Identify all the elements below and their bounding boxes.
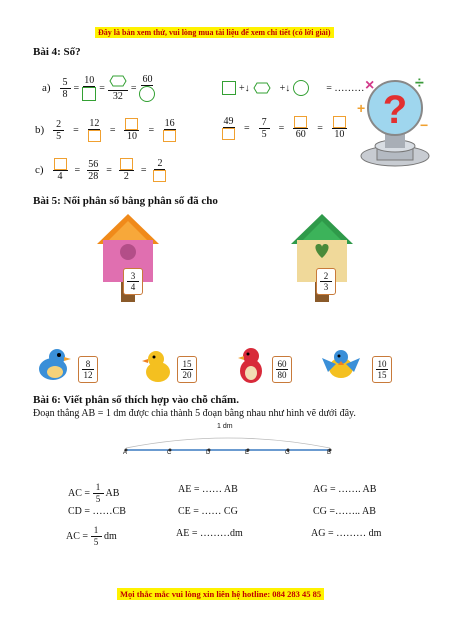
segment-ab-diagram xyxy=(118,428,338,462)
fill-ag-dm: AG = ……… dm xyxy=(311,528,382,539)
bird-fraction-card[interactable]: 8 12 xyxy=(78,356,98,383)
bai4-b-row: b) $\frac{2}{5}$ = 12 = 10 = 16 xyxy=(35,118,175,142)
svg-text:−: − xyxy=(420,117,429,133)
point-label: E xyxy=(245,450,250,456)
red-bird-icon xyxy=(235,345,267,387)
point-label: B xyxy=(327,450,332,456)
svg-text:?: ? xyxy=(382,88,408,132)
fraction: 10 xyxy=(332,116,347,140)
bai4-c-label: c) xyxy=(35,164,44,176)
answer-box[interactable] xyxy=(222,128,235,140)
bai4-b-right: 49 = $\frac{7}{5}$ = 60 = 10 xyxy=(222,116,347,140)
bai4-a-label: a) xyxy=(42,82,51,94)
bai4-b-label: b) xyxy=(35,124,45,136)
fraction: 16 xyxy=(163,118,176,142)
answer-blank: = ……… xyxy=(326,82,365,94)
fraction: 12 xyxy=(88,118,101,142)
fill-ae-dm: AE = ………dm xyxy=(176,528,243,539)
bai4-a-right: +↓ +↓ = ……… xyxy=(222,80,364,96)
fill-cd-cb: CD = ……CB xyxy=(68,506,126,517)
house-fraction-card[interactable]: 3 4 xyxy=(123,268,143,295)
fill-ce-cg: CE = …… CG xyxy=(178,506,238,517)
fraction: 49 xyxy=(222,116,235,140)
fraction: 60 xyxy=(293,116,308,140)
fraction: $\frac{56}{28}$ xyxy=(88,158,99,182)
bai4-c-row: c) 4 = $\frac{56}{28}$ = 2 = 2 xyxy=(35,158,166,182)
bai5-title: Bài 5: Nối phân số bằng phân số đã cho xyxy=(33,195,218,207)
answer-box[interactable] xyxy=(54,158,67,170)
answer-box[interactable] xyxy=(153,170,166,182)
fill-ae-ab: AE = …… AB xyxy=(178,484,238,495)
house-fraction-card[interactable]: 2 3 xyxy=(316,268,336,295)
question-mark-trophy-icon xyxy=(355,68,435,178)
preview-banner: Đây là bản xem thử, vui lòng mua tài liệu để xem chi tiết (có lời giải) xyxy=(95,27,334,38)
answer-circle[interactable] xyxy=(139,86,155,102)
fraction: 10 xyxy=(124,118,139,142)
bird-fraction-card[interactable]: 60 80 xyxy=(272,356,292,383)
answer-box[interactable] xyxy=(163,130,176,142)
bai4-title: Bài 4: Số? xyxy=(33,46,81,58)
svg-text:+: + xyxy=(357,100,366,116)
hexagon-icon[interactable] xyxy=(109,75,127,87)
answer-box[interactable] xyxy=(120,158,133,170)
fraction: $\frac{5}{8}$ xyxy=(60,77,71,100)
point-label: A xyxy=(123,450,128,456)
fill-ac-ab: AC = $\frac{1}{5}$ AB xyxy=(68,482,120,504)
answer-box[interactable] xyxy=(82,87,96,101)
fraction: $\frac{7}{5}$ xyxy=(259,117,270,140)
point-label: D xyxy=(206,450,211,456)
dm-label: 1 dm xyxy=(217,423,233,430)
answer-box[interactable] xyxy=(125,118,138,130)
answer-box[interactable] xyxy=(88,130,101,142)
point-label: G xyxy=(285,450,290,456)
fraction: 10 xyxy=(82,75,96,101)
point-label: C xyxy=(167,450,172,456)
fraction: 2 xyxy=(119,158,134,182)
fill-ag-ab: AG = ……. AB xyxy=(313,484,377,495)
bird-fraction-card[interactable]: 15 20 xyxy=(177,356,197,383)
fraction: $\frac{2}{5}$ xyxy=(53,119,64,142)
fraction: 32 xyxy=(108,75,128,102)
fraction: 2 xyxy=(153,158,166,182)
answer-box[interactable] xyxy=(333,116,346,128)
yellow-bird-icon xyxy=(140,348,176,386)
svg-text:÷: ÷ xyxy=(415,75,424,92)
footer-hotline: Mọi thắc mắc vui lòng xin liên hệ hotline: 084 283 45 85 xyxy=(117,588,324,600)
bai6-title: Bài 6: Viết phân số thích hợp vào chỗ chấm. xyxy=(33,394,239,406)
bai6-description: Đoạn thẳng AB = 1 dm được chia thành 5 đoạn bằng nhau như hình vẽ dưới đây. xyxy=(33,408,356,419)
svg-text:×: × xyxy=(365,77,375,94)
hexagon-icon[interactable] xyxy=(253,82,271,94)
fraction: 4 xyxy=(53,158,68,182)
blue-bird-icon xyxy=(33,345,73,385)
answer-box[interactable] xyxy=(294,116,307,128)
fill-ac-dm: AC = $\frac{1}{5}$ dm xyxy=(66,525,117,547)
blue-yellow-bird-icon xyxy=(318,348,364,382)
fraction: 60 xyxy=(139,74,155,102)
bai4-a-row: a) $\frac{5}{8}$ = 10 = 32 = 60 xyxy=(42,74,155,102)
answer-box[interactable] xyxy=(222,81,236,95)
bird-fraction-card[interactable]: 10 15 xyxy=(372,356,392,383)
fill-cg-ab: CG =…….. AB xyxy=(313,506,376,517)
answer-circle[interactable] xyxy=(293,80,309,96)
